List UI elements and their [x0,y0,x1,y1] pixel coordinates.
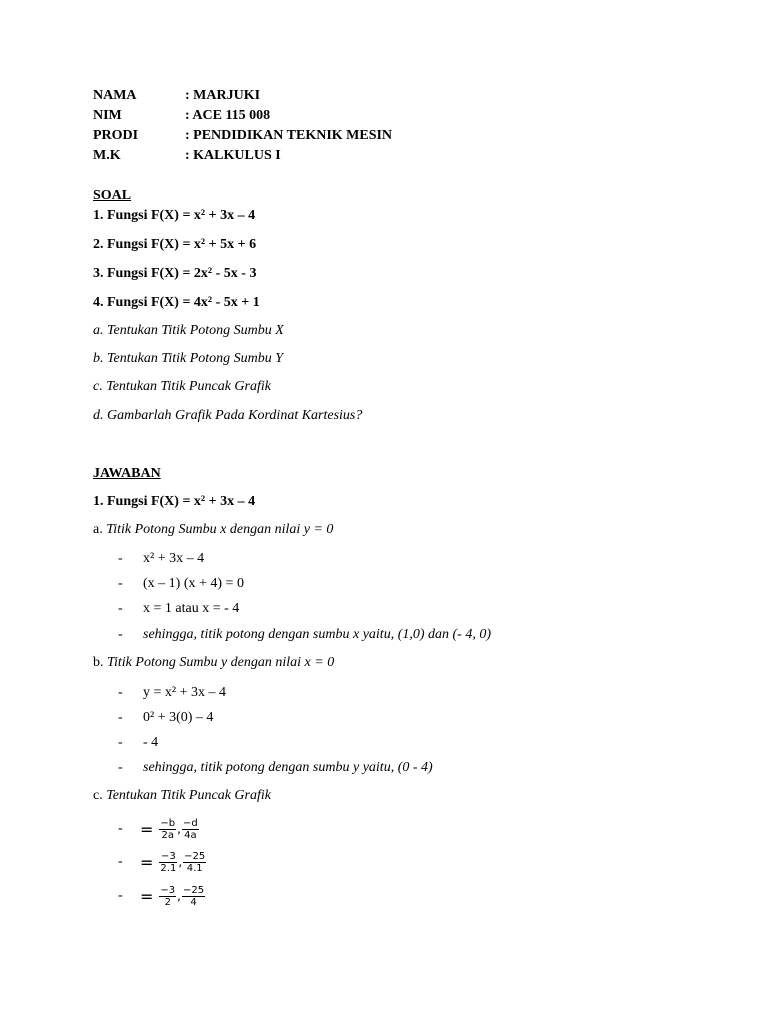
dash: - [118,735,123,750]
dash: - [118,601,123,616]
label-prodi: PRODI [93,128,139,143]
fraction-x [159,818,176,841]
dash: - [118,821,123,836]
part-a-step-2: (x – 1) (x + 4) = 0 [143,576,244,591]
numerator: −3 [160,884,176,896]
part-a-heading-text: Titik Potong Sumbu x dengan nilai y = 0 [106,522,334,537]
soal-task-a: a. Tentukan Titik Potong Sumbu X [93,323,284,338]
comma: , [177,822,181,836]
fraction-x [159,851,177,874]
part-b-heading-text: Titik Potong Sumbu y dengan nilai x = 0 [107,655,335,670]
fraction-y [182,885,205,908]
denominator: 2.1 [160,862,177,874]
part-b-step-2: 0² + 3(0) – 4 [143,710,214,725]
soal-task-d: d. Gambarlah Grafik Pada Kordinat Kartesius? [93,408,363,423]
denominator: 2 [164,896,171,908]
fraction-x [159,885,176,908]
part-b-heading [93,654,334,672]
value-nim: : ACE 115 008 [185,108,271,123]
denominator: 2a [161,829,175,841]
soal-function-1: 1. Fungsi F(X) = x² + 3x – 4 [93,208,256,223]
part-a-heading [93,521,333,539]
fraction-y [183,851,206,874]
dash: - [118,710,123,725]
value-prodi: : PENDIDIKAN TEKNIK MESIN [185,128,393,143]
numerator: −3 [160,850,176,862]
comma: , [178,855,183,869]
value-mk: : KALKULUS I [185,148,281,163]
dash: - [118,854,123,869]
equals-sign: = [140,819,154,839]
label-nim: NIM [93,108,122,123]
dash: - [118,627,123,642]
part-b-step-3: - 4 [143,735,159,750]
equals-sign: = [140,886,154,906]
equals-sign: = [140,852,154,872]
label-nama: NAMA [93,88,137,103]
part-b-conclusion: sehingga, titik potong dengan sumbu y yaitu, (0 - 4) [143,760,433,775]
numerator: −d [182,817,198,829]
denominator: 4 [190,896,197,908]
value-nama: : MARJUKI [185,88,261,103]
numerator: −25 [184,850,206,862]
jawaban-title: JAWABAN [93,466,161,481]
soal-title: SOAL [93,188,132,203]
soal-function-3: 3. Fungsi F(X) = 2x² - 5x - 3 [93,266,257,281]
dash: - [118,685,123,700]
denominator: 4.1 [186,862,203,874]
numerator: −b [160,817,176,829]
soal-function-2: 2. Fungsi F(X) = x² + 5x + 6 [93,237,257,252]
part-a-step-3: x = 1 atau x = - 4 [143,601,240,616]
part-a-prefix: a. [93,522,107,537]
vertex-formula-row-1 [140,815,199,843]
soal-function-4: 4. Fungsi F(X) = 4x² - 5x + 1 [93,295,260,310]
denominator: 4a [184,829,197,841]
comma: , [177,889,181,903]
soal-task-c: c. Tentukan Titik Puncak Grafik [93,379,271,394]
part-b-prefix: b. [93,655,107,670]
dash: - [118,760,123,775]
numerator: −25 [182,884,205,896]
vertex-formula-row-2 [140,848,206,876]
fraction-y [182,818,199,841]
part-c-heading-text: Tentukan Titik Puncak Grafik [106,788,271,803]
part-c-heading [93,787,271,805]
vertex-formula-row-3 [140,882,205,910]
part-c-prefix: c. [93,788,107,803]
part-a-conclusion: sehingga, titik potong dengan sumbu x yaitu, (1,0) dan (- 4, 0) [143,627,492,642]
dash: - [118,551,123,566]
part-a-step-1: x² + 3x – 4 [143,551,205,566]
label-mk: M.K [93,148,121,163]
soal-task-b: b. Tentukan Titik Potong Sumbu Y [93,351,284,366]
jawaban-function-heading: 1. Fungsi F(X) = x² + 3x – 4 [93,494,256,509]
dash: - [118,888,123,903]
dash: - [118,576,123,591]
part-b-step-1: y = x² + 3x – 4 [143,685,226,700]
